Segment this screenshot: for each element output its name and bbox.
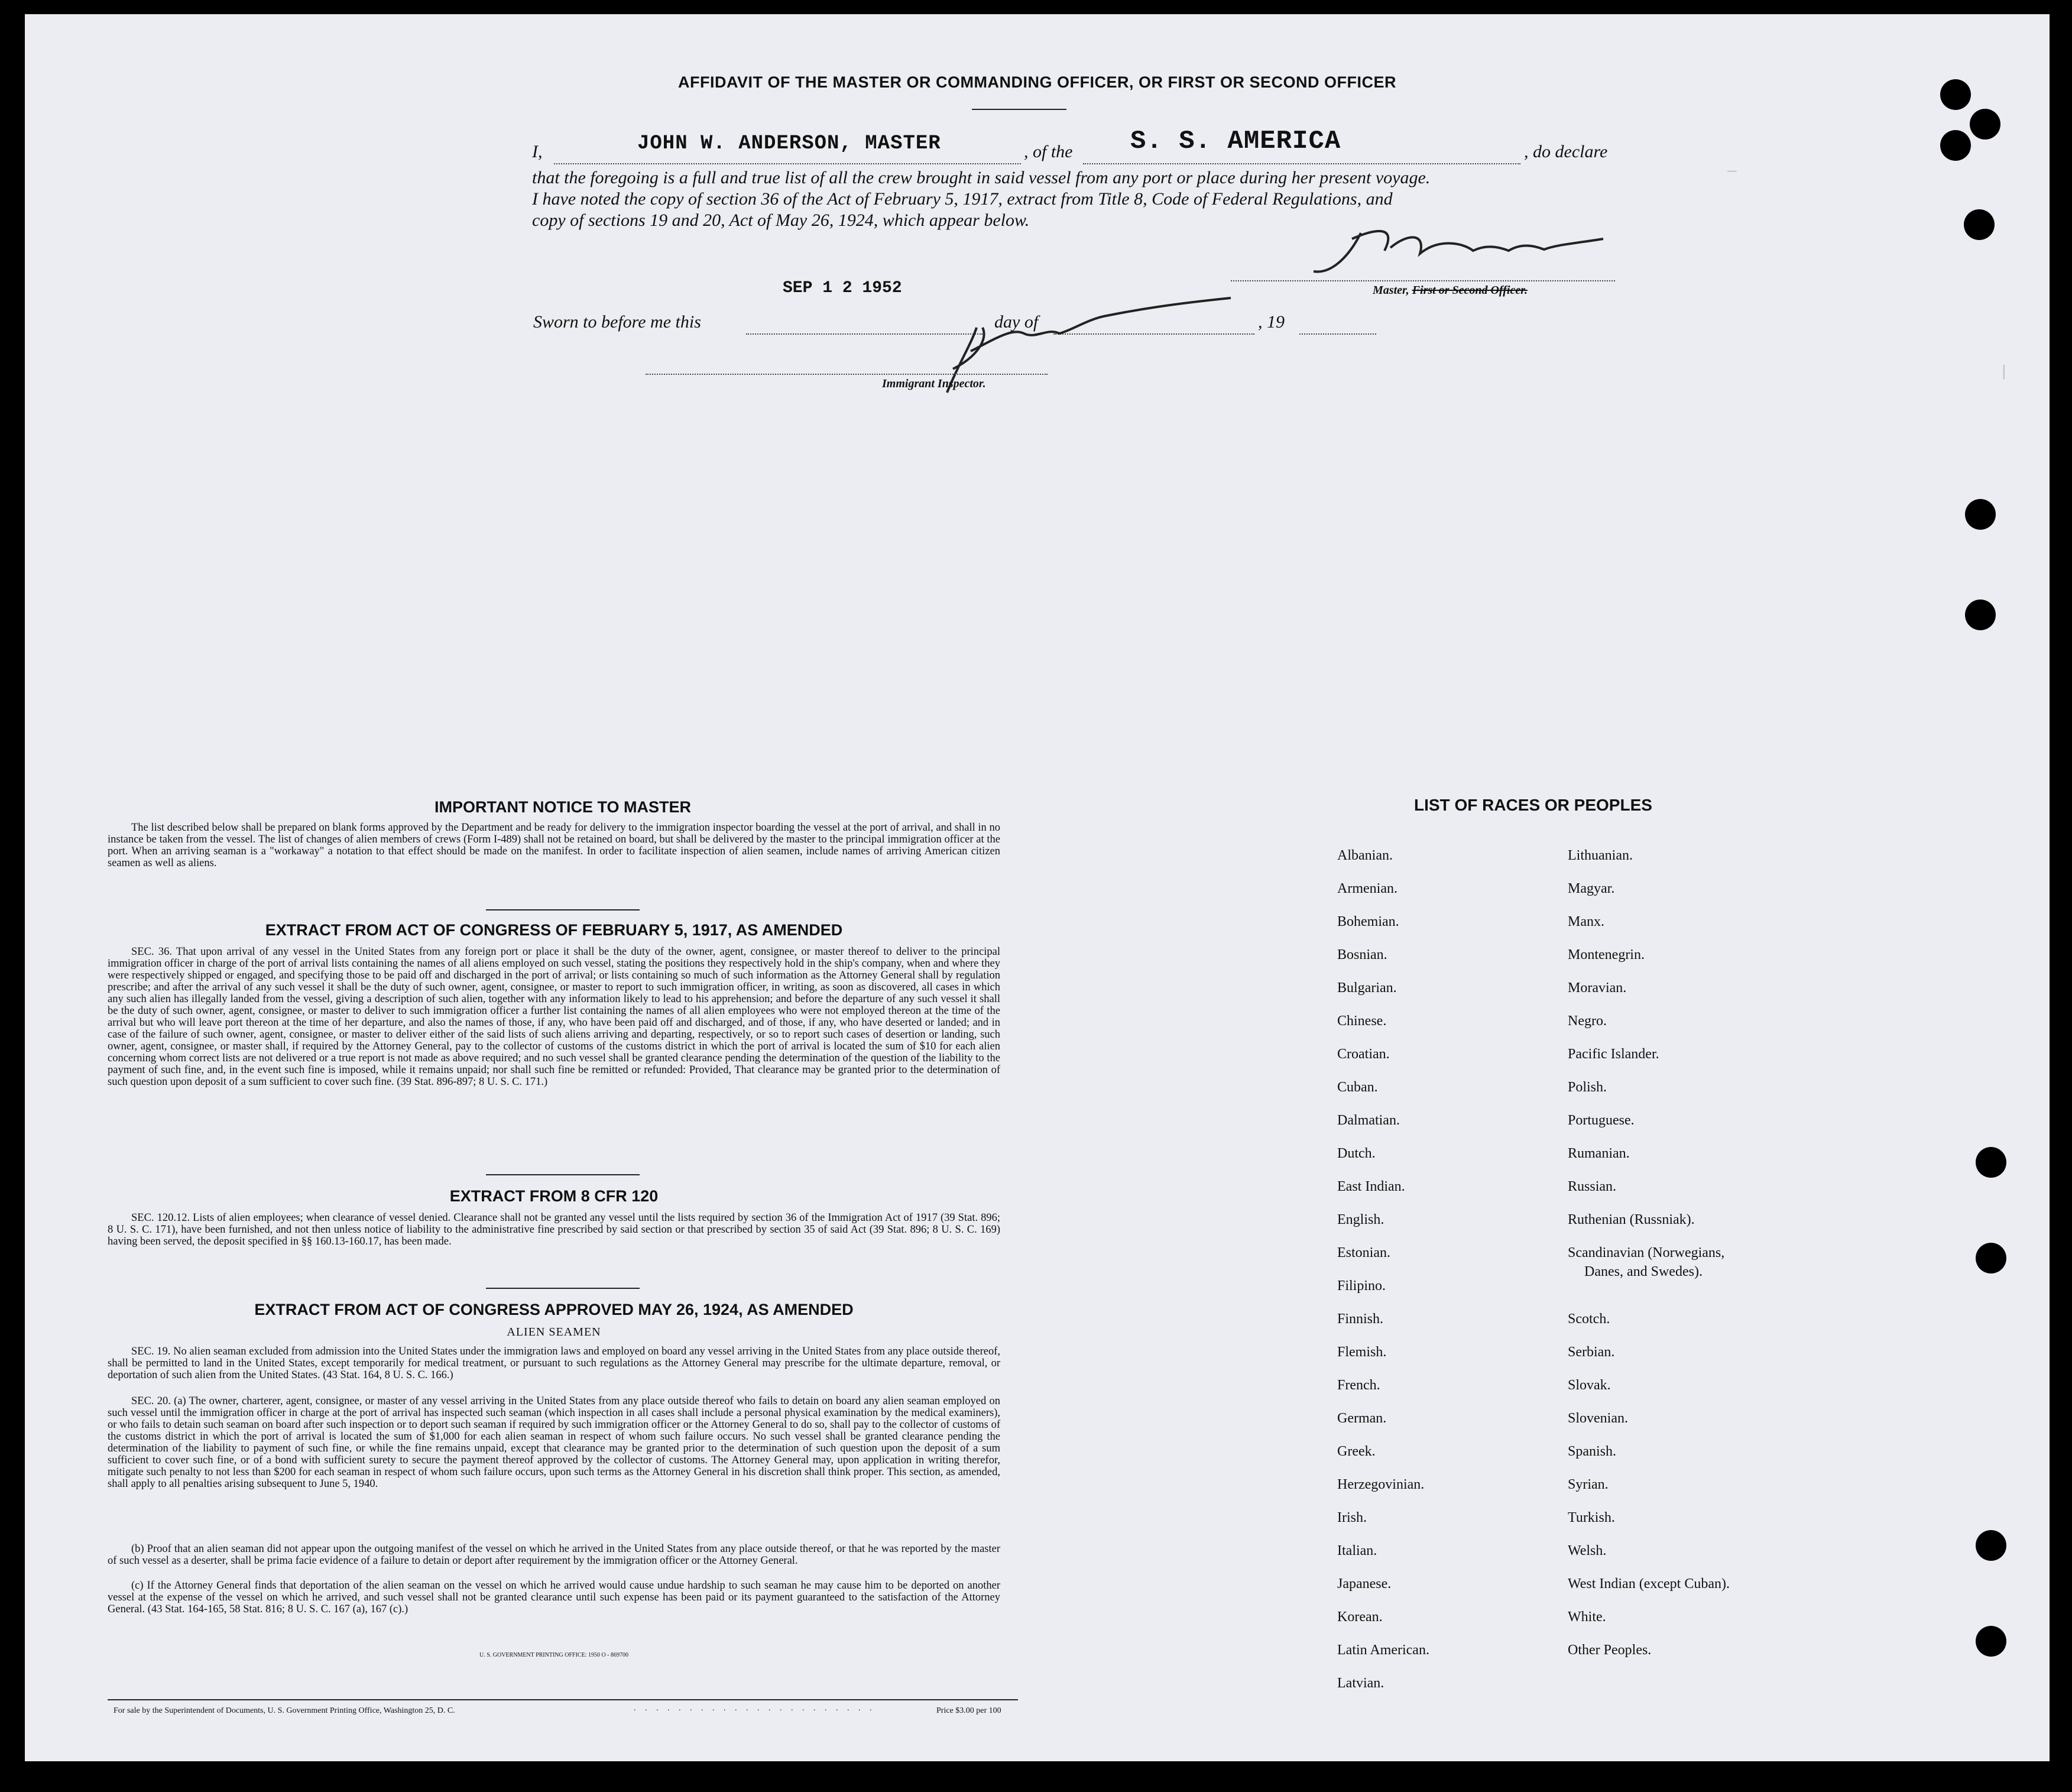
date-stamp: SEP 1 2 1952 [783, 279, 902, 297]
race-item: Bulgarian. [1337, 980, 1397, 996]
affidavit-line-2: that the foregoing is a full and true list of all the crew brought in said vessel from any port or place during her present voyage. [532, 168, 1431, 187]
extract-1917-heading: EXTRACT FROM ACT OF CONGRESS OF FEBRUARY 5, 1917, AS AMENDED [265, 921, 843, 939]
punch-hole [1970, 109, 2000, 140]
race-item: Bohemian. [1337, 914, 1399, 929]
race-item: Montenegrin. [1568, 947, 1645, 963]
footer-price: Price $3.00 per 100 [936, 1706, 1001, 1715]
races-right-column [1568, 848, 1730, 1676]
race-item: Korean. [1337, 1609, 1383, 1625]
punch-hole [1965, 499, 1996, 530]
punch-hole [1976, 1243, 2006, 1273]
bleed-through-text: | [1999, 363, 2009, 381]
section-divider [486, 909, 640, 910]
races-heading: LIST OF RACES OR PEOPLES [1414, 796, 1652, 814]
master-signature-line [1231, 280, 1615, 281]
race-item: Serbian. [1568, 1344, 1615, 1360]
race-item: Slovenian. [1568, 1411, 1628, 1426]
printer-line: U. S. GOVERNMENT PRINTING OFFICE: 1950 O - 869700 [479, 1652, 629, 1658]
race-item: German. [1337, 1411, 1387, 1426]
race-item: Ruthenian (Russniak). [1568, 1212, 1695, 1227]
name-line [554, 163, 1021, 164]
sec-19-text: SEC. 19. No alien seaman excluded from admission into the United States under the immigration laws and employed on board any vessel arriving in the United States from any place outside thereof, shall be permitted to land in the United States, except temporarily for medical treatment, or pursuant to such regulations as the Attorney General may prescribe for the ultimate departure, removal, or deportation of such alien from the United States. (43 Stat. 164, 8 U. S. C. 166.) [108, 1346, 1000, 1381]
race-item: French. [1337, 1378, 1380, 1393]
notice-heading: IMPORTANT NOTICE TO MASTER [434, 798, 691, 816]
footer-dots: . . . . . . . . . . . . . . . . . . . . . . [634, 1704, 876, 1713]
first-second-officer-label: First or Second Officer. [1412, 284, 1528, 297]
sec-20c-text: (c) If the Attorney General finds that deportation of the alien seaman on the vessel on which he arrived would cause undue hardship to such seaman he may cause him to be deported on another vessel at the expense of the vessel on which he arrived, and such vessel shall not be granted clearance until such expense has been paid or its payment guaranteed to the satisfaction of the Attorney General. (43 Stat. 164-165, 58 Stat. 816; 8 U. S. C. 167 (a), 167 (c).) [108, 1580, 1000, 1615]
race-item: Pacific Islander. [1568, 1046, 1659, 1062]
section-divider [486, 1174, 640, 1175]
race-item: Manx. [1568, 914, 1604, 929]
sec-20b-text: (b) Proof that an alien seaman did not appear upon the outgoing manifest of the vessel on which he arrived in the United States from any place outside thereof, or that he was reported by the master of such vessel as a deserter, shall be prima facie evidence of a failure to detain or deport after requirement by the immigration officer or the Attorney General. [108, 1543, 1000, 1567]
alien-seamen-subheading: ALIEN SEAMEN [507, 1326, 601, 1339]
extract-cfr-text: SEC. 120.12. Lists of alien employees; when clearance of vessel denied. Clearance shall not be granted any vessel until the lists required by section 36 of the Immigration Act of 1917 (39 Stat. 896; 8 U. S. C. 171), have been furnished, and not then unless notice of liability to the administrative fine prescribed by said section or that prescribed by section 35 of said Act (39 Stat. 896; 8 U. S. C. 169) having been served, the deposit specified in §§ 160.13-160.17, has been made. [108, 1212, 1000, 1247]
race-item: Other Peoples. [1568, 1642, 1652, 1658]
sworn-label: Sworn to before me this [533, 312, 701, 332]
race-item: Cuban. [1337, 1080, 1378, 1095]
race-item: Slovak. [1568, 1378, 1611, 1393]
race-item: Herzegovinian. [1337, 1477, 1425, 1492]
punch-hole [1976, 1530, 2006, 1561]
race-item: Bosnian. [1337, 947, 1387, 963]
do-declare-label: , do declare [1524, 142, 1608, 161]
punch-hole [1976, 1147, 2006, 1178]
race-item: Finnish. [1337, 1311, 1384, 1327]
race-item: Irish. [1337, 1510, 1367, 1525]
master-name-typed: JOHN W. ANDERSON, MASTER [637, 132, 941, 155]
race-item: Croatian. [1337, 1046, 1390, 1062]
master-title-label [1373, 284, 1528, 297]
punch-hole [1976, 1626, 2006, 1657]
affidavit-line-4: copy of sections 19 and 20, Act of May 26, 1924, which appear below. [532, 210, 1030, 230]
race-item: Polish. [1568, 1080, 1607, 1095]
page-title: AFFIDAVIT OF THE MASTER OR COMMANDING OFFICER, OR FIRST OR SECOND OFFICER [678, 73, 1396, 91]
race-item: Filipino. [1337, 1278, 1386, 1294]
notice-text: The list described below shall be prepared on blank forms approved by the Department and be ready for delivery to the immigration inspector boarding the vessel at the port of arrival, and shall in no instance be taken from the vessel. The list of changes of alien members of crews (Form I-489) shall not be retained on board, but shall be delivered by the master to the principal immigration officer at the port. When an arriving seaman is a "workaway" a notation to that effect should be made on the manifest. In order to facilitate inspection of alien seamen, include names of arriving American citizen seamen as well as aliens. [108, 822, 1000, 869]
affidavit-line-3: I have noted the copy of section 36 of the Act of February 5, 1917, extract from Title 8, Code of Federal Regulations, and [532, 189, 1393, 209]
vessel-line [1083, 163, 1520, 164]
race-item: East Indian. [1337, 1179, 1405, 1194]
punch-hole [1964, 209, 1995, 240]
vessel-name-typed: S. S. AMERICA [1130, 127, 1341, 156]
race-item: English. [1337, 1212, 1384, 1227]
extract-1924-heading: EXTRACT FROM ACT OF CONGRESS APPROVED MAY 26, 1924, AS AMENDED [254, 1301, 854, 1318]
race-item: Danes, and Swedes). [1584, 1264, 1703, 1279]
race-item: Portuguese. [1568, 1113, 1635, 1128]
race-item: Negro. [1568, 1013, 1607, 1029]
race-item: Italian. [1337, 1543, 1377, 1558]
punch-hole [1965, 600, 1996, 630]
races-left-column [1337, 848, 1429, 1709]
race-item: Scandinavian (Norwegians, [1568, 1245, 1725, 1260]
sec-20a-text: SEC. 20. (a) The owner, charterer, agent, consignee, or master of any vessel arriving in the United States from any place outside thereof who fails to detain on board any alien seaman employed on such vessel until the immigration officer in charge at the port of arrival has inspected such seaman (which inspection in all cases shall include a personal physical examination by the medical examiners), or who fails to detain such seaman on board after such inspection or to deport such seaman if required by such immigration officer or the Attorney General to do so, shall pay to the collector of customs of the customs district in which the port of arrival is located the sum of $1,000 for each alien seaman in respect of whom such failure occurs. No such vessel shall be granted clearance pending the determination of the liability to payment of such fine, or while the fine remains unpaid, except that clearance may be granted prior to the determination of such question upon the deposit of a sum sufficient to cover such fine, or of a bond with sufficient surety to secure the payment thereof approved by the collector of customs. The Attorney General may, upon application in writing therefor, mitigate such penalty to not less than $200 for each seaman in respect of whom such failure occurs, upon such terms as the Attorney General in his discretion shall think proper. This section, as amended, shall apply to all penalties arising subsequent to June 5, 1940. [108, 1395, 1000, 1490]
i-label: I, [532, 142, 543, 161]
race-item: Moravian. [1568, 980, 1627, 996]
race-item: Estonian. [1337, 1245, 1390, 1260]
race-item: Dalmatian. [1337, 1113, 1400, 1128]
race-item: Armenian. [1337, 881, 1397, 896]
footer-sale-text: For sale by the Superintendent of Documents, U. S. Government Printing Office, Washington 25, D. C. [114, 1706, 455, 1715]
of-the-label: , of the [1024, 142, 1073, 161]
inspector-signature-line [646, 374, 1048, 375]
race-item: Russian. [1568, 1179, 1617, 1194]
document-page [25, 14, 2050, 1761]
inspector-label: Immigrant Inspector. [882, 377, 986, 390]
race-item: Turkish. [1568, 1510, 1615, 1525]
race-item: Lithuanian. [1568, 848, 1633, 863]
bleed-through-text: — [1727, 162, 1737, 180]
day-of-label: day of [994, 312, 1039, 332]
sworn-year-line [1299, 333, 1376, 335]
race-item: White. [1568, 1609, 1606, 1625]
race-item: Chinese. [1337, 1013, 1387, 1029]
extract-cfr-heading: EXTRACT FROM 8 CFR 120 [449, 1187, 659, 1205]
punch-hole [1940, 130, 1971, 161]
race-item: Albanian. [1337, 848, 1393, 863]
extract-1917-text: SEC. 36. That upon arrival of any vessel in the United States from any foreign port or place it shall be the duty of the owner, agent, consignee, or master thereof to deliver to the principal immigration officer in charge of the port of arrival lists containing the names of all aliens employed on such vessel, stating the positions they respectively hold in the ship's company, when and where they were respectively shipped or engaged, and specifying those to be paid off and discharged in the port of arrival; or lists containing so much of such information as the Attorney General shall by regulation prescribe; and after the arrival of any such vessel it shall be the duty of such owner, agent, consignee, or master to report to such immigration officer, in writing, as soon as discovered, all cases in which any such alien has illegally landed from the vessel, giving a description of such alien, together with any information likely to lead to his apprehension; and before the departure of any such vessel it shall be the duty of such owner, agent, consignee, or master to deliver to such immigration officer a further list containing the names of all alien employees who were not employed thereon at the time of the arrival but who will leave port thereon at the time of her departure, and also the names of those, if any, who have been paid off and discharged, and of those, if any, who have deserted or landed; and in case of the failure of such owner, agent, consignee, or master to deliver either of the said lists of such aliens arriving and departing, respectively, or so to report such cases of desertion or landing, such owner, agent, consignee, or master shall, if required by the Attorney General, pay to the collector of customs of the customs district in which the port of arrival is located the sum of $10 for each alien concerning whom correct lists are not delivered or a true report is not made as above required; and no such vessel shall be granted clearance pending the determination of the question of the liability to the payment of such fine, and, in the event such fine is imposed, while it remains unpaid; nor shall such fine be remitted or refunded: Provided, That clearance may be granted prior to the determination of such question upon deposit of a sum sufficient to cover such fine. (39 Stat. 896-897; 8 U. S. C. 171.) [108, 946, 1000, 1088]
race-item: Japanese. [1337, 1576, 1392, 1592]
race-item: Spanish. [1568, 1444, 1617, 1459]
race-item: Latin American. [1337, 1642, 1429, 1658]
year-label: , 19 [1258, 312, 1285, 332]
footer-rule [108, 1699, 1018, 1700]
race-item: Welsh. [1568, 1543, 1607, 1558]
master-label: Master, [1373, 284, 1409, 297]
master-signature [1296, 215, 1627, 280]
race-item: Latvian. [1337, 1676, 1384, 1691]
race-item: Scotch. [1568, 1311, 1610, 1327]
race-item: West Indian (except Cuban). [1568, 1576, 1730, 1592]
race-item: Syrian. [1568, 1477, 1609, 1492]
race-item: Rumanian. [1568, 1146, 1630, 1161]
race-item: Flemish. [1337, 1344, 1387, 1360]
race-item: Greek. [1337, 1444, 1376, 1459]
race-item: Magyar. [1568, 881, 1615, 896]
section-divider [486, 1288, 640, 1289]
title-divider [972, 109, 1066, 110]
race-item: Dutch. [1337, 1146, 1376, 1161]
punch-hole [1940, 79, 1971, 110]
